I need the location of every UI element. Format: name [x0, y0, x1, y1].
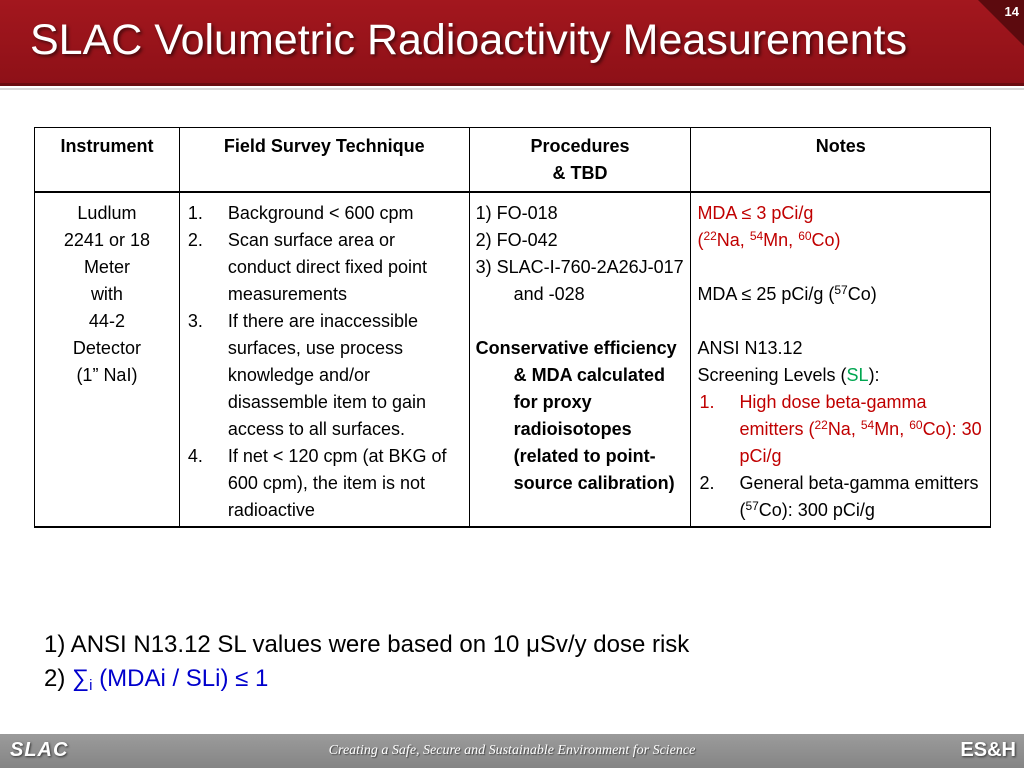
footnote-1: 1) ANSI N13.12 SL values were based on 10 μSv/y dose risk — [44, 631, 690, 658]
header-technique: Field Survey Technique — [179, 128, 469, 192]
instrument-line: (1” NaI) — [76, 364, 138, 385]
instrument-line: Meter — [83, 256, 130, 277]
procedure-item: 2) FO-042 — [475, 229, 558, 250]
technique-step — [186, 443, 463, 524]
instrument-line: Ludlum — [77, 202, 137, 223]
mass-number: 54 — [860, 417, 875, 432]
mda-value: ≤ 25 pCi/g ( — [741, 283, 835, 304]
screening-item — [697, 389, 984, 470]
notes-isotopes-line — [697, 227, 984, 254]
notes-ansi: ANSI N13.12 — [697, 337, 803, 358]
instrument-line: Detector — [72, 337, 141, 358]
step-number: 1. — [187, 202, 203, 223]
item-text: General beta-gamma emitters ( — [739, 472, 979, 520]
isotope: Co) — [811, 229, 841, 250]
instrument-line: with — [90, 283, 123, 304]
isotope: Na, — [827, 418, 861, 439]
slac-logo: SLAC — [10, 739, 69, 761]
notes-mda-line1 — [697, 200, 984, 227]
step-text: If there are inaccessible surfaces, use process knowledge and/or disassemble item to gain access to all surfaces. — [227, 310, 426, 439]
header-notes: Notes — [691, 128, 991, 192]
table-row — [35, 192, 991, 527]
sl-abbrev: SL — [846, 364, 869, 385]
header-procedures-line2: & TBD — [552, 163, 608, 183]
table-header-row — [35, 128, 991, 192]
mda-label: MDA — [697, 202, 742, 223]
paren: ( — [697, 229, 704, 250]
esh-logo: ES&H — [960, 739, 1016, 761]
mass-number: 60 — [909, 417, 923, 432]
isotope: Mn, — [874, 418, 910, 439]
step-number: 4. — [187, 445, 203, 466]
technique-step — [186, 200, 463, 227]
technique-list — [186, 200, 463, 524]
measurements-table — [34, 127, 991, 528]
mass-number: 22 — [703, 228, 717, 243]
isotope: Na, — [716, 229, 750, 250]
slide-title: SLAC Volumetric Radioactivity Measurements — [30, 16, 908, 64]
spacer — [697, 254, 984, 281]
cell-instrument — [35, 192, 180, 527]
step-number: 3. — [187, 310, 203, 331]
procedure-conservative-note: Conservative efficiency & MDA calculated for proxy radioisotopes (related to point-source calibration) — [475, 337, 677, 493]
formula-text: (MDAi / SLi) ≤ 1 — [92, 665, 269, 692]
spacer — [476, 308, 685, 335]
cell-procedures — [469, 192, 691, 527]
procedure-item: 3) SLAC-I-760-2A26J-017 and -028 — [475, 256, 684, 304]
mass-number: 60 — [798, 228, 812, 243]
screening-suffix: ): — [868, 364, 880, 385]
cell-technique — [179, 192, 469, 527]
item-text: High dose beta-gamma emitters ( — [739, 391, 927, 439]
item-number: 1. — [699, 391, 715, 412]
footnote-2 — [44, 662, 689, 696]
step-text: Scan surface area or conduct direct fixed point measurements — [227, 229, 428, 304]
footer-tagline: Creating a Safe, Secure and Sustainable Environment for Science — [328, 743, 696, 758]
isotope: Mn, — [763, 229, 799, 250]
cell-notes — [691, 192, 991, 527]
title-bar — [0, 0, 1024, 86]
sum-formula — [72, 665, 268, 692]
isotope: Co) — [847, 283, 877, 304]
screening-item — [697, 470, 984, 524]
footnote-number: 2) — [44, 665, 73, 692]
header-procedures — [469, 128, 691, 192]
header-procedures-line1: Procedures — [530, 136, 630, 156]
step-text: If net < 120 cpm (at BKG of 600 cpm), the item is not radioactive — [227, 445, 447, 520]
step-number: 2. — [187, 229, 203, 250]
screening-list — [697, 389, 984, 524]
sigma-subscript: i — [89, 677, 93, 694]
instrument-line: 2241 or 18 — [63, 229, 150, 250]
title-divider — [0, 88, 1024, 90]
mass-number: 54 — [749, 228, 764, 243]
notes-screening-levels — [697, 362, 984, 389]
technique-step — [186, 308, 463, 443]
slide-number: 14 — [1004, 4, 1019, 19]
mass-number: 57 — [834, 282, 848, 297]
item-text: Co): 300 pCi/g — [758, 499, 875, 520]
procedure-item: 1) FO-018 — [475, 202, 558, 223]
header-instrument: Instrument — [35, 128, 180, 192]
mda-label: MDA — [697, 283, 742, 304]
notes-mda-line2 — [697, 281, 984, 308]
spacer — [697, 308, 984, 335]
technique-step — [186, 227, 463, 308]
screening-label: Screening Levels ( — [697, 364, 847, 385]
mass-number: 22 — [814, 417, 828, 432]
step-text: Background < 600 cpm — [227, 202, 414, 223]
isotope: Co): 30 pCi/g — [739, 418, 982, 466]
instrument-line: 44-2 — [88, 310, 125, 331]
item-number: 2. — [699, 472, 715, 493]
footer-bar — [0, 734, 1024, 768]
sigma-symbol: ∑ — [72, 665, 90, 692]
mass-number: 57 — [745, 498, 759, 513]
mda-value: ≤ 3 pCi/g — [741, 202, 814, 223]
footnotes — [44, 628, 689, 696]
